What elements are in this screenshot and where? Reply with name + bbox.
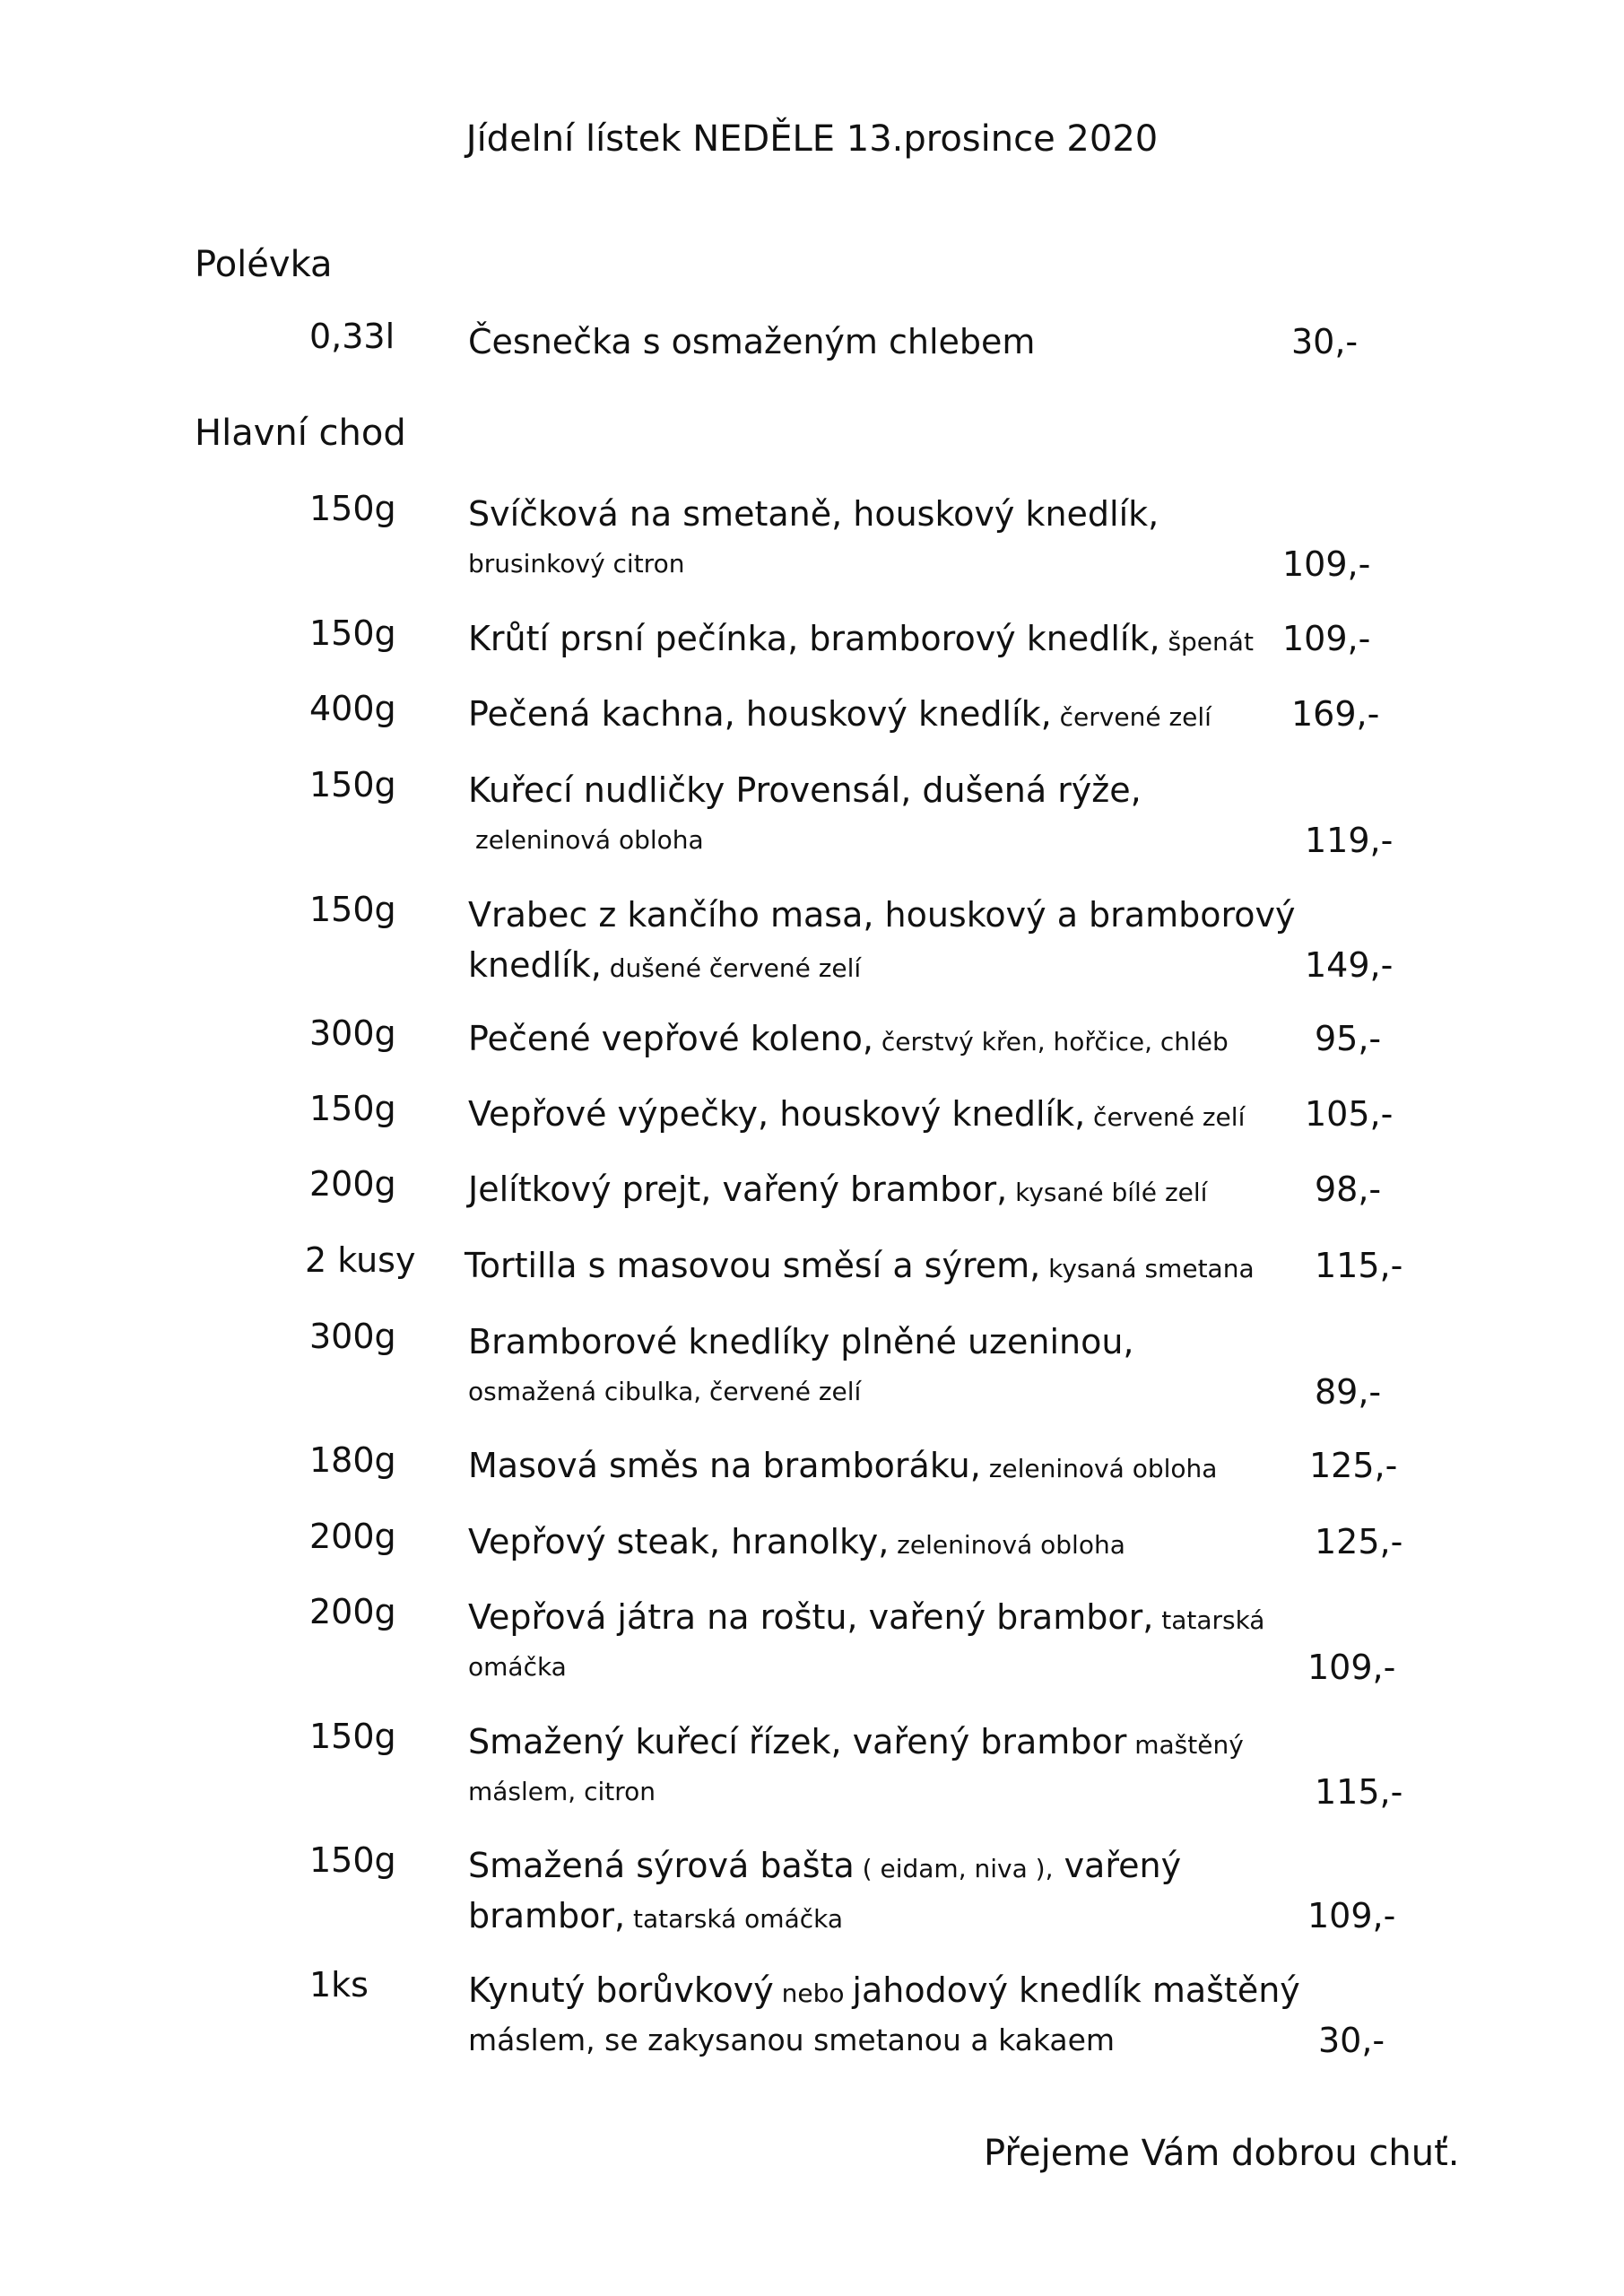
item-note-text: zeleninová obloha — [475, 825, 704, 855]
soup-heading: Polévka — [195, 244, 333, 285]
item-main-text: Bramborové knedlíky plněné uzeninou, — [468, 1322, 1134, 1361]
item-quantity: 2 kusy — [305, 1240, 416, 1280]
item-note-text-line2: máslem, citron — [468, 1777, 656, 1806]
item-main-text: Kynutý borůvkový — [468, 1970, 774, 2010]
item-price: 109,- — [1307, 1896, 1396, 1935]
item-description — [468, 613, 1302, 664]
item-quantity: 1ks — [309, 1965, 369, 2005]
item-description — [468, 1840, 1302, 1941]
item-price: 125,- — [1309, 1446, 1398, 1485]
item-note-text: zeleninová obloha — [980, 1454, 1218, 1483]
item-description — [468, 890, 1302, 990]
item-price: 30,- — [1318, 2021, 1385, 2060]
item-description — [468, 1965, 1302, 2066]
item-description — [465, 1240, 1298, 1291]
item-note-text: dušené červené zelí — [601, 953, 862, 983]
item-main-text: Kuřecí nudličky Provensál, dušená rýže, — [468, 770, 1142, 810]
item-main-text: Pečená kachna, houskový knedlík, — [468, 694, 1052, 734]
closing-note: Přejeme Vám dobrou chuť. — [984, 2133, 1460, 2174]
item-main-text: Jelítkový prejt, vařený brambor, — [468, 1170, 1008, 1209]
item-note-text: osmažená cibulka, červené zelí — [468, 1377, 862, 1406]
item-price: 89,- — [1315, 1372, 1382, 1412]
item-main-text: Smažený kuřecí řízek, vařený brambor — [468, 1722, 1127, 1761]
item-quantity: 180g — [309, 1440, 396, 1480]
item-quantity: 200g — [309, 1592, 396, 1631]
item-quantity: 0,33l — [309, 317, 395, 356]
item-description — [468, 489, 1302, 589]
item-price: 109,- — [1282, 619, 1371, 658]
item-price: 115,- — [1315, 1246, 1403, 1285]
item-note-text: nebo — [773, 1979, 853, 2008]
item-note-text: maštěný — [1126, 1730, 1244, 1760]
item-note-text: kysané bílé zelí — [1007, 1178, 1208, 1207]
item-note-text: tatarská — [1153, 1605, 1265, 1635]
item-note-text-line2: omáčka — [468, 1652, 567, 1682]
item-description — [468, 1517, 1302, 1567]
item-quantity: 150g — [309, 1717, 396, 1756]
item-description — [468, 1164, 1302, 1214]
item-main-text: Masová směs na bramboráku, — [468, 1446, 981, 1485]
item-main-text: Krůtí prsní pečínka, bramborový knedlík, — [468, 619, 1160, 658]
item-main-text-line2: brambor, — [468, 1896, 626, 1935]
item-price: 95,- — [1315, 1019, 1382, 1058]
item-note-text: červené zelí — [1085, 1102, 1246, 1132]
item-quantity: 150g — [309, 1840, 396, 1880]
item-quantity: 200g — [309, 1517, 396, 1556]
item-price: 98,- — [1315, 1170, 1382, 1209]
item-note-text: špenát — [1159, 627, 1254, 657]
item-description — [468, 689, 1302, 739]
item-quantity: 150g — [309, 613, 396, 653]
item-main-text: Vepřová játra na roštu, vařený brambor, — [468, 1597, 1154, 1637]
item-main-text: Pečené vepřové koleno, — [468, 1019, 873, 1058]
item-note-text: kysaná smetana — [1040, 1254, 1255, 1283]
item-note-text: červené zelí — [1051, 702, 1211, 732]
item-price: 119,- — [1305, 821, 1394, 860]
item-price: 125,- — [1315, 1522, 1403, 1561]
item-price: 169,- — [1291, 694, 1380, 734]
item-description — [468, 765, 1302, 865]
menu-title: Jídelní lístek NEDĚLE 13.prosince 2020 — [465, 118, 1159, 160]
item-description — [468, 1592, 1302, 1692]
item-price: 109,- — [1282, 544, 1371, 584]
item-quantity: 150g — [309, 765, 396, 804]
item-quantity: 300g — [309, 1013, 396, 1053]
item-main-text: Vrabec z kančího masa, houskový a bramborový — [468, 895, 1296, 935]
item-price: 115,- — [1315, 1772, 1403, 1812]
item-price: 30,- — [1291, 322, 1359, 361]
item-quantity: 400g — [309, 689, 396, 728]
item-main-text: Vepřové výpečky, houskový knedlík, — [468, 1094, 1086, 1134]
item-main-text: Vepřový steak, hranolky, — [468, 1522, 890, 1561]
item-main-text-b: jahodový knedlík maštěný — [852, 1970, 1300, 2010]
item-description — [468, 1317, 1302, 1417]
item-quantity: 150g — [309, 489, 396, 528]
item-price: 149,- — [1305, 945, 1394, 985]
item-note-text: zeleninová obloha — [889, 1530, 1125, 1560]
item-note-text-line2: tatarská omáčka — [625, 1904, 844, 1934]
item-description — [468, 1440, 1302, 1491]
item-main-text: Svíčková na smetaně, houskový knedlík, — [468, 494, 1159, 534]
item-note-text: čerstvý křen, hořčice, chléb — [873, 1027, 1229, 1057]
item-description — [468, 1717, 1302, 1817]
main-course-heading: Hlavní chod — [195, 413, 406, 454]
item-description — [468, 1089, 1302, 1139]
item-description — [468, 1013, 1302, 1064]
item-note-text: ( eidam, niva ), — [854, 1854, 1054, 1883]
item-quantity: 150g — [309, 890, 396, 929]
item-note-text: brusinkový citron — [468, 549, 685, 578]
item-quantity: 150g — [309, 1089, 396, 1128]
item-price: 105,- — [1305, 1094, 1394, 1134]
item-quantity: 300g — [309, 1317, 396, 1356]
item-main-text-line2: knedlík, — [468, 945, 602, 985]
item-price: 109,- — [1307, 1648, 1396, 1687]
item-quantity: 200g — [309, 1164, 396, 1204]
item-main-text-b: vařený — [1053, 1846, 1182, 1885]
item-main-text: Česnečka s osmaženým chlebem — [468, 322, 1036, 361]
item-description — [468, 317, 1302, 367]
item-main-text: Tortilla s masovou směsí a sýrem, — [465, 1246, 1041, 1285]
item-main-text: Smažená sýrová bašta — [468, 1846, 855, 1885]
item-main-text-line2: máslem, se zakysanou smetanou a kakaem — [468, 2022, 1116, 2057]
